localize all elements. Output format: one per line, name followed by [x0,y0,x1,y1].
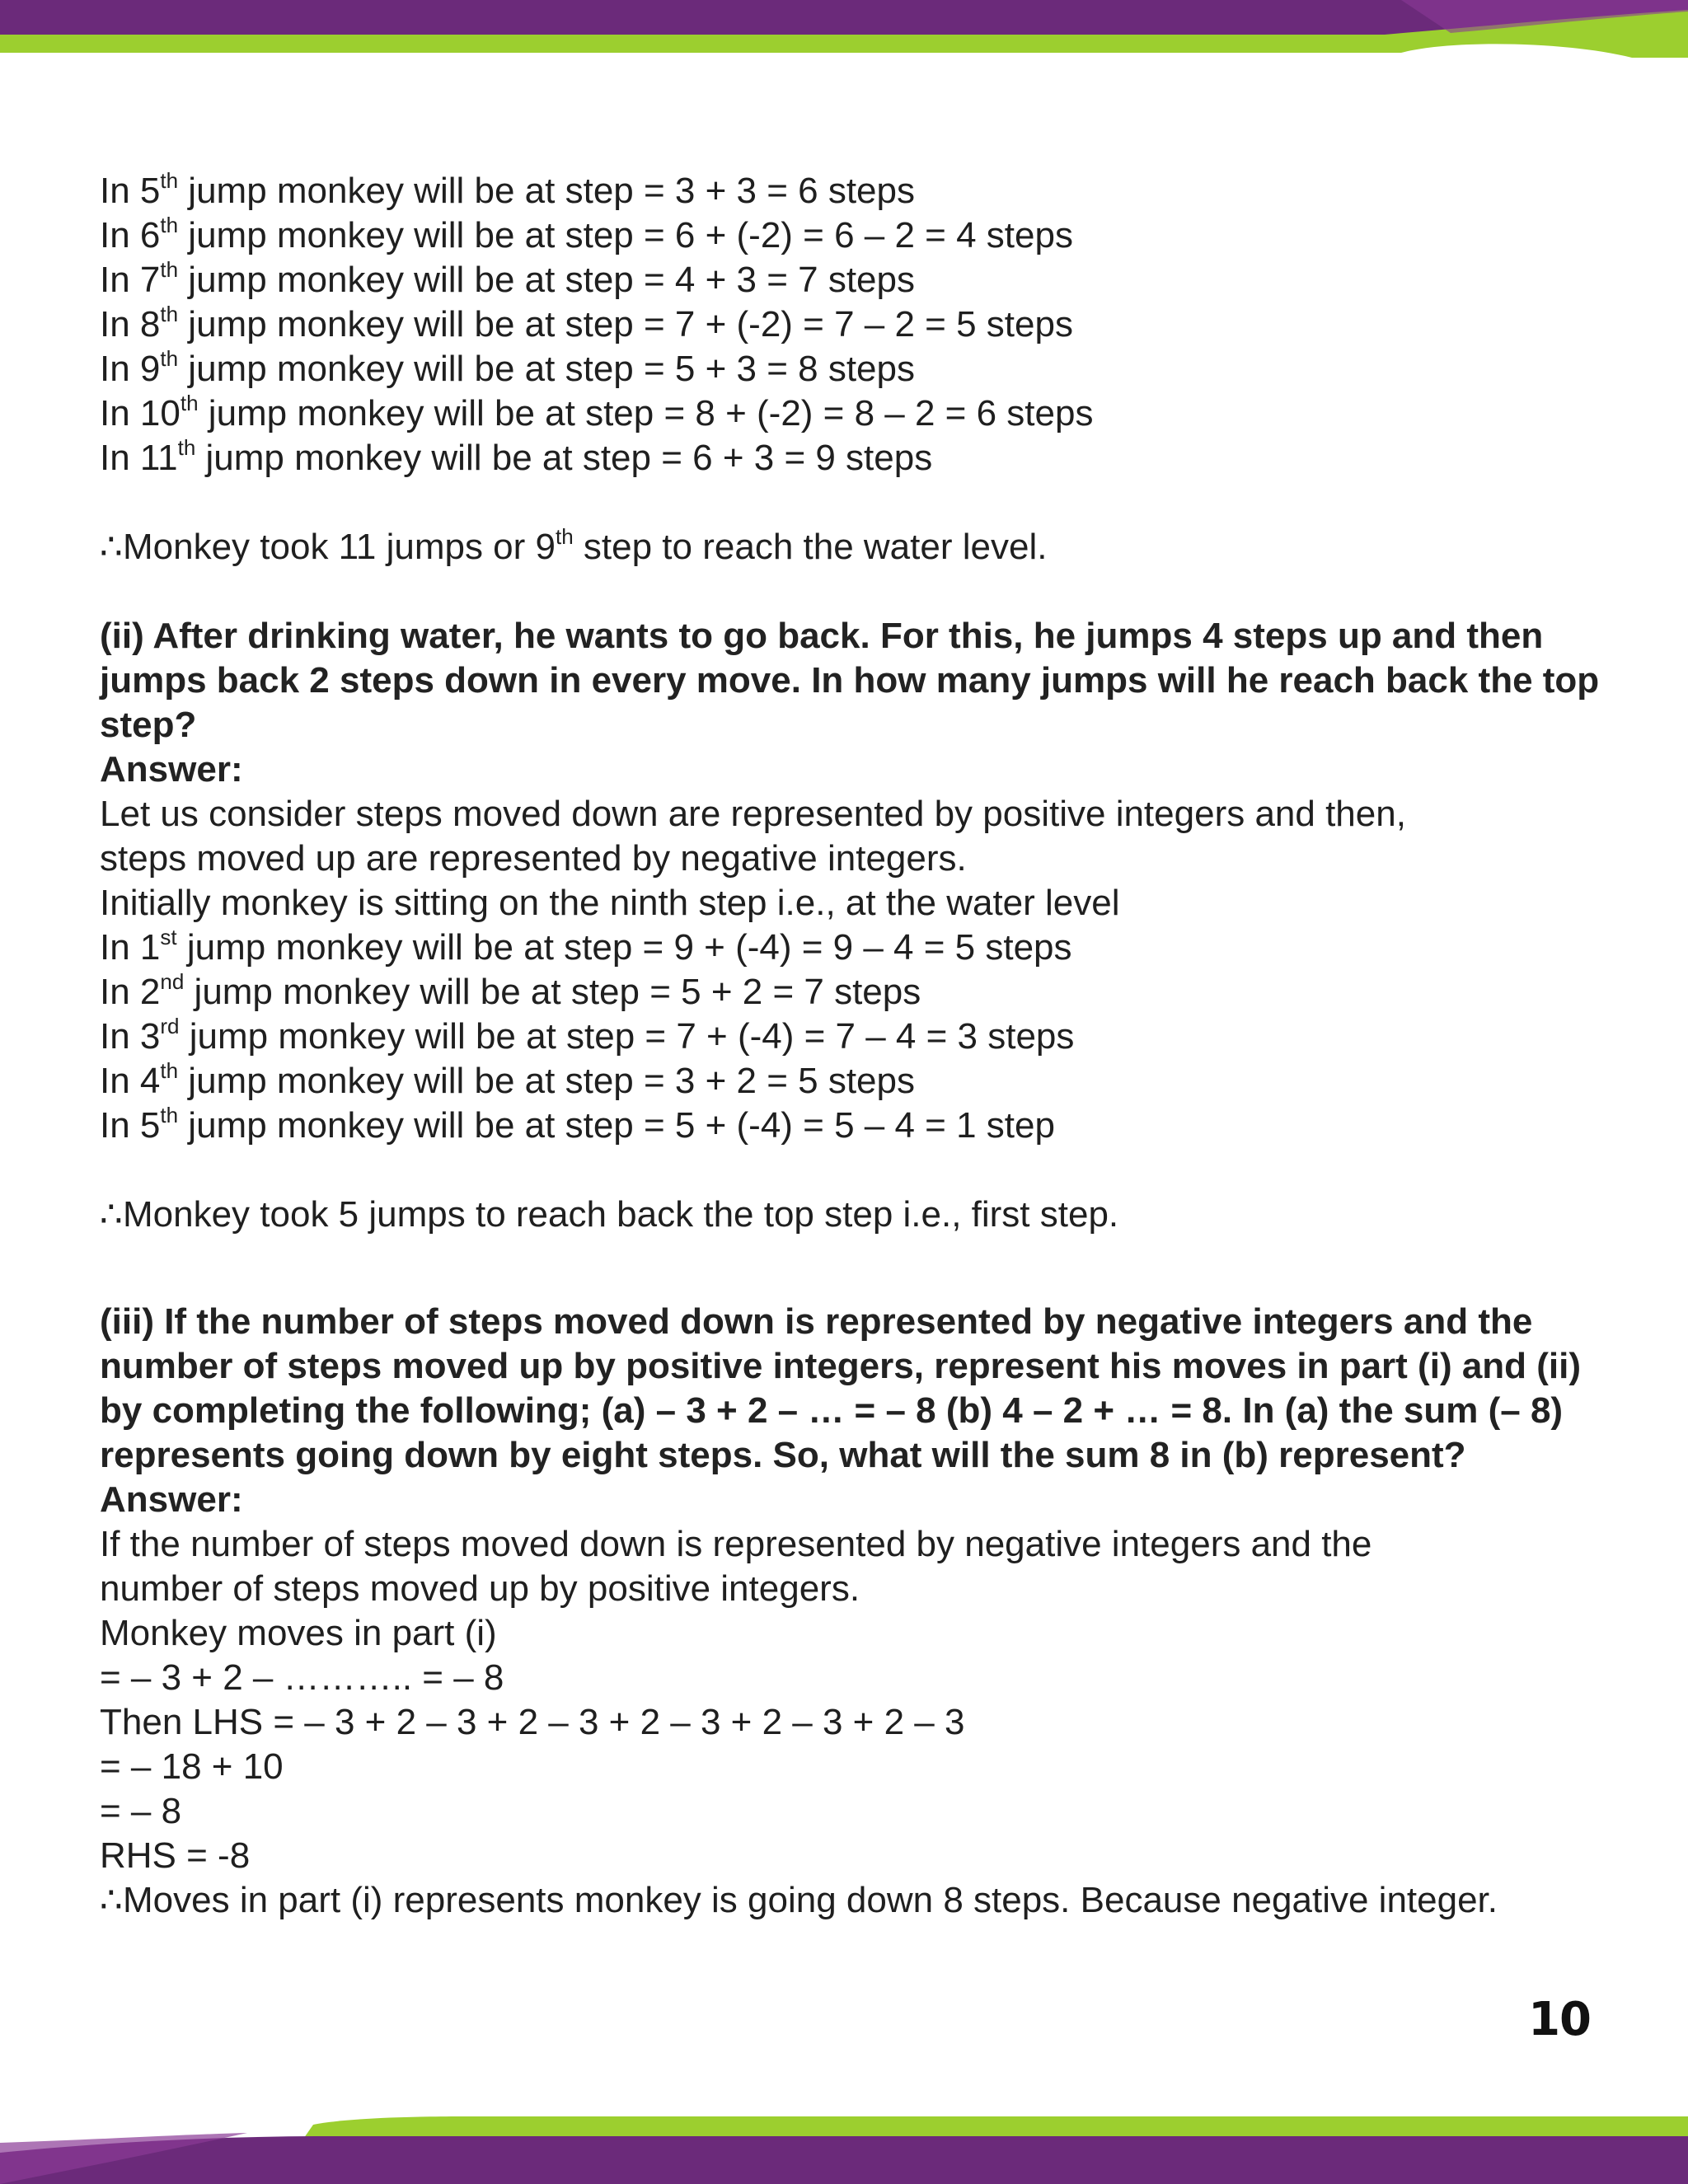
part1-conclusion [100,525,1600,569]
line-post: jump monkey will be at step = 6 + (-2) = 6 – 2 = 4 steps [178,215,1073,255]
answer-line: = – 8 [100,1791,182,1831]
line-sup: st [160,925,177,950]
step-line [100,213,1600,258]
line-sup: th [160,1058,179,1084]
line-pre: In 2 [100,972,161,1012]
answer-line: Then LHS = – 3 + 2 – 3 + 2 – 3 + 2 – 3 + 2 – 3 + 2 – 3 [100,1702,965,1742]
answer-line: If the number of steps moved down is represented by negative integers and the [100,1524,1372,1564]
line-sup: th [177,435,196,461]
line-post: jump monkey will be at step = 5 + 3 = 8 steps [178,349,915,389]
part1-step-lines [100,169,1600,480]
line-post: jump monkey will be at step = 3 + 3 = 6 steps [178,171,915,211]
line-post: jump monkey will be at step = 6 + 3 = 9 steps [195,438,933,478]
header-decoration [0,0,1688,66]
step-line [100,302,1600,347]
conclusion-sup: th [556,524,574,550]
step-line [100,258,1600,302]
line-pre: In 8 [100,304,161,344]
step-line [100,1104,1600,1148]
step-line [100,347,1600,391]
line-sup: nd [160,969,185,995]
line-pre: In 10 [100,393,181,434]
line-post: jump monkey will be at step = 3 + 2 = 5 steps [178,1061,915,1101]
line-sup: th [160,346,179,372]
intro-line: steps moved up are represented by negative integers. [100,838,967,879]
line-sup: th [160,257,179,283]
intro-line: Let us consider steps moved down are represented by positive integers and then, [100,794,1406,834]
part2-step-lines [100,926,1600,1148]
question-iii: (iii) If the number of steps moved down is represented by negative integers and the number of steps moved up by positive integers, represent his moves in part (i) and (ii) by completing the following; (a) – 3 + 2 – … = – 8 (b) 4 – 2 + … = 8. In (a) the sum (– 8) represents going down by eight steps. So, what will the sum 8 in (b) represent? [100,1301,1582,1475]
line-post: jump monkey will be at step = 4 + 3 = 7 steps [178,260,915,300]
line-pre: In 3 [100,1016,161,1057]
page-number: 10 [1528,1993,1591,2046]
answer-line: Monkey moves in part (i) [100,1613,497,1653]
line-sup: th [180,391,199,416]
line-sup: th [160,1103,179,1128]
footer-decoration [0,2110,1688,2184]
line-pre: In 1 [100,927,161,968]
conclusion-pre: ∴Monkey took 11 jumps or 9 [100,527,556,567]
answer-line: = – 3 + 2 – ……….. = – 8 [100,1657,504,1698]
line-post: jump monkey will be at step = 7 + (-4) = 7 – 4 = 3 steps [179,1016,1075,1057]
answer-line: number of steps moved up by positive integers. [100,1568,860,1609]
line-sup: rd [160,1014,180,1039]
step-line [100,926,1600,970]
line-post: jump monkey will be at step = 8 + (-2) = 8 – 2 = 6 steps [198,393,1094,434]
line-pre: In 4 [100,1061,161,1101]
part3-answer-lines [100,1522,1600,1923]
step-line [100,1015,1600,1059]
line-pre: In 7 [100,260,161,300]
line-sup: th [160,213,179,238]
step-line [100,1059,1600,1104]
page-content [100,169,1600,1923]
line-pre: In 5 [100,171,161,211]
answer-label-iii: Answer: [100,1479,243,1520]
line-pre: In 6 [100,215,161,255]
step-line [100,970,1600,1015]
answer-label-ii: Answer: [100,749,243,790]
question-ii: (ii) After drinking water, he wants to go back. For this, he jumps 4 steps up and then jumps back 2 steps down in every move. In how many jumps will he reach back the top step? [100,616,1600,745]
line-sup: th [160,168,179,194]
line-post: jump monkey will be at step = 5 + 2 = 7 steps [184,972,921,1012]
answer-line: = – 18 + 10 [100,1746,284,1787]
line-sup: th [160,302,179,327]
step-line [100,169,1600,213]
answer-line: ∴Moves in part (i) represents monkey is going down 8 steps. Because negative integer. [100,1880,1498,1920]
intro-line: Initially monkey is sitting on the ninth step i.e., at the water level [100,883,1120,923]
step-line [100,436,1600,480]
part2-intro [100,792,1600,926]
line-pre: In 9 [100,349,161,389]
line-post: jump monkey will be at step = 9 + (-4) = 9 – 4 = 5 steps [176,927,1072,968]
line-pre: In 5 [100,1105,161,1146]
line-pre: In 11 [100,438,178,478]
line-post: jump monkey will be at step = 7 + (-2) = 7 – 2 = 5 steps [178,304,1073,344]
line-post: jump monkey will be at step = 5 + (-4) = 5 – 4 = 1 step [178,1105,1055,1146]
step-line [100,391,1600,436]
answer-line: RHS = -8 [100,1835,251,1876]
conclusion-post: step to reach the water level. [573,527,1048,567]
part2-conclusion: ∴Monkey took 5 jumps to reach back the top step i.e., first step. [100,1194,1119,1235]
